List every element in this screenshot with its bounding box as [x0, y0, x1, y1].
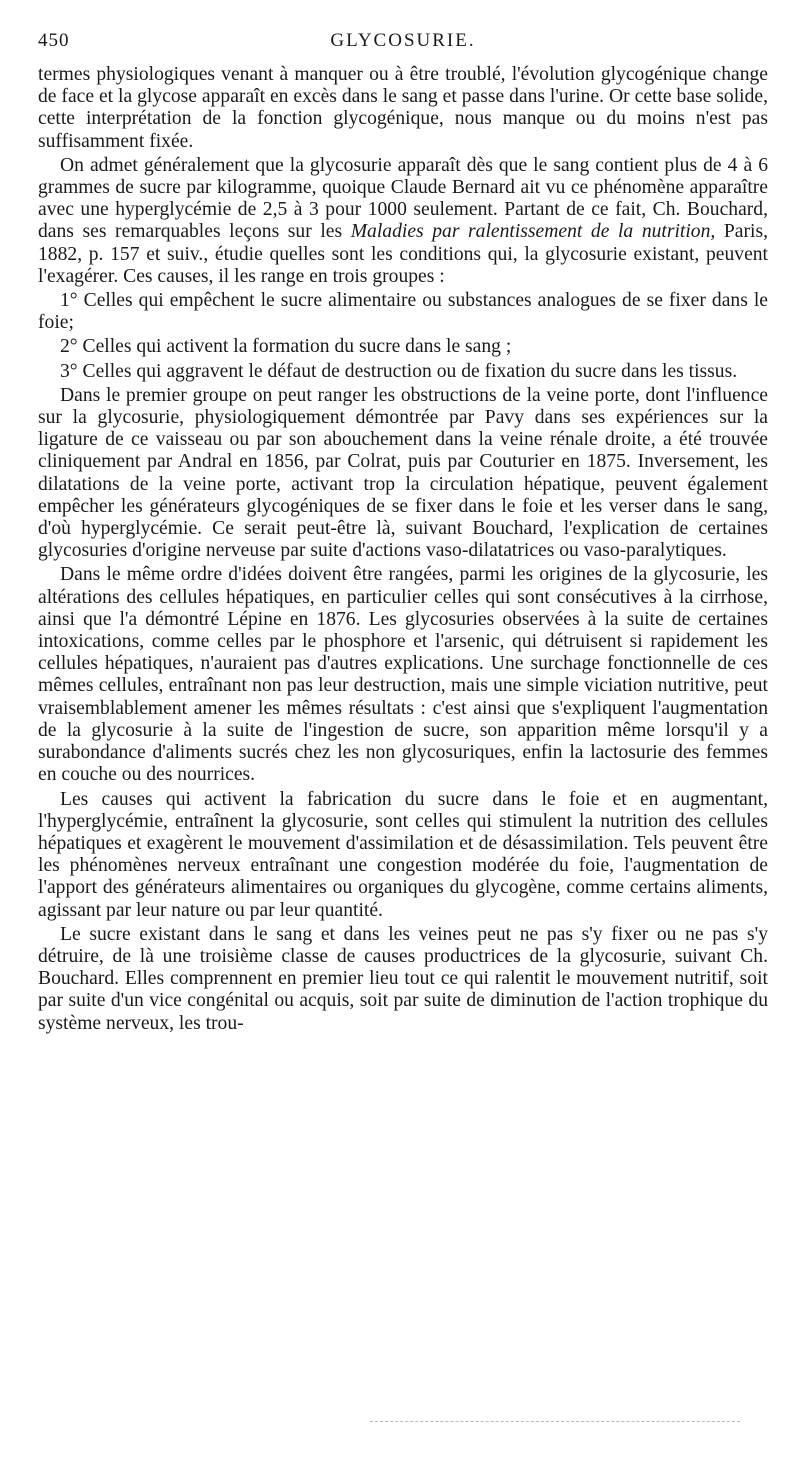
paragraph-2-continuation: Paris, 1882, p. 157 et suiv., étudie quelles sont les conditions qui, la glycosurie existant, peuvent l'exagérer. Ces causes, il les range en trois groupes : [38, 221, 768, 287]
paragraph-6: Le sucre existant dans le sang et dans les veines peut ne pas s'y fixer ou ne pas s'y détruire, de là une troisième classe de causes productrices de la glycosurie, suivant Ch. Bouchard. Elles comprennent en premier lieu tout ce qui ralentit le mouvement nutritif, soit par suite d'un vice congénital ou acquis, soit par suite de diminution de l'action trophique du système nerveux, les trou- [38, 923, 768, 1034]
paragraph-2 [38, 155, 768, 288]
paragraph-4: Dans le même ordre d'idées doivent être rangées, parmi les origines de la glycosurie, les altérations des cellules hépatiques, en particulier celles qui sont consécutives à la cirrhose, ainsi que l'a démontré Lépine en 1876. Les glycosuries observées à la suite de certaines intoxications, comme celles par le phosphore et l'arsenic, qui détruisent si rapidement les cellules hépatiques, n'auraient pas d'autres explications. Une surchage fonctionnelle de ces mêmes cellules, entraînant non pas leur destruction, mais une simple viciation nutritive, peut vraisemblablement amener les mêmes résultats : c'est ainsi que s'expliquent l'augmentation de la glycosurie à la suite de l'ingestion de sucre, son apparition même lorsqu'il y a surabondance d'aliments sucrés chez les non glycosuriques, enfin la lactosurie des femmes en couche ou des nourrices. [38, 564, 768, 786]
running-title: GLYCOSURIE. [330, 30, 476, 51]
paragraph-1: termes physiologiques venant à manquer ou à être troublé, l'évolution glycogénique change de face et la glycose apparaît en excès dans le sang et passe dans l'urine. Or cette base solide, cette interprétation de la fonction glycogénique, nous manque ou du moins n'est pas suffisamment fixée. [38, 64, 768, 152]
paragraph-3: Dans le premier groupe on peut ranger les obstructions de la veine porte, dont l'influence sur la glycosurie, physiologiquement démontrée par Pavy dans ses expériences sur la ligature de ce vaisseau ou par son abouchement dans la veine rénale droite, a été trouvée cliniquement par Andral en 1856, par Colrat, puis par Couturier en 1875. Inversement, les dilatations de la veine porte, activant trop la circulation hépatique, peuvent également empêcher les générateurs glycogéniques de se fixer dans le foie et les verser dans le sang, d'où hyperglycémie. Ce serait peut-être là, suivant Bouchard, l'explication de certaines glycosuries d'origine nerveuse par suite d'actions vaso-dilatatrices ou vaso-paralytiques. [38, 384, 768, 562]
paragraph-2-text: On admet généralement que la glycosurie apparaît dès que le sang contient plus de 4 à 6 grammes de sucre par kilogramme, quoique Claude Bernard ait vu ce phénomène apparaître avec une hyperglycémie de 2,5 à 3 pour 1000 seulement. Partant de ce fait, Ch. Bouchard, dans ses remarquables leçons sur les [38, 154, 768, 243]
book-page [38, 28, 768, 1035]
body-text [38, 64, 768, 1035]
list-item-2: 2° Celles qui activent la formation du sucre dans le sang ; [60, 336, 512, 358]
paragraph-5: Les causes qui activent la fabrication du sucre dans le foie et en augmentant, l'hyperglycémie, entraînent la glycosurie, sont celles qui stimulent la nutrition des cellules hépatiques et exagèrent le mouvement d'assimilation et de désassimilation. Tels peuvent être les phénomènes nerveux entraînant une congestion modérée du foie, l'augmentation de l'apport des générateurs alimentaires ou organiques du glycogène, comme certains aliments, agissant par leur nature ou par leur quantité. [38, 788, 768, 921]
footer-rule [370, 1421, 740, 1422]
list-item-3: 3° Celles qui aggravent le défaut de destruction ou de fixation du sucre dans les tissus. [60, 360, 738, 382]
list-item-1: 1° Celles qui empêchent le sucre alimentaire ou substances analogues de se fixer dans le foie; [38, 290, 768, 334]
running-head [38, 28, 768, 58]
page-number: 450 [38, 30, 70, 51]
book-title: Maladies par ralentissement de la nutrition, [350, 221, 716, 243]
